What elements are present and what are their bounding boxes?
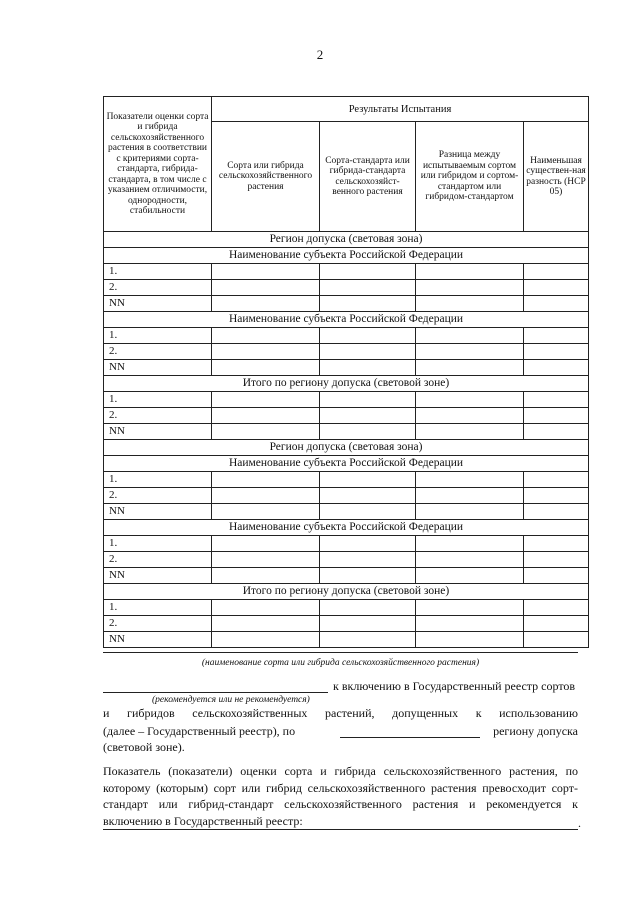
table-row: [104, 424, 589, 440]
table-row: [104, 616, 589, 632]
row-label: 2.: [104, 408, 212, 424]
row-label: 1.: [104, 600, 212, 616]
table-row: [104, 392, 589, 408]
table-row: [104, 632, 589, 648]
row-label: NN: [104, 568, 212, 584]
header-standard: Сорта-стандарта или гибрида-стандарта сельскохозяйст-венного растения: [320, 122, 416, 232]
row-label: 2.: [104, 488, 212, 504]
table-row: [104, 360, 589, 376]
end-dot: .: [578, 816, 581, 830]
header-results: Результаты Испытания: [212, 97, 589, 122]
subject-row: Наименование субъекта Российской Федерации: [104, 312, 589, 328]
row-label: NN: [104, 424, 212, 440]
header-indicators: Показатели оценки сорта и гибрида сельскохозяйственного растения в соответствии с критериями сорта-стандарта, гибрида-стандарта, в том числе с указанием отличимости, однородности, стабильности: [104, 97, 212, 232]
word: использованию: [499, 706, 578, 720]
page-number: 2: [316, 47, 324, 62]
table-row: [104, 264, 589, 280]
region-line[interactable]: [340, 737, 480, 738]
row-label: NN: [104, 360, 212, 376]
header-nsr: Наименьшая существен-ная разность (НСР 05): [524, 122, 589, 232]
table-row: [104, 600, 589, 616]
total-row: Итого по региону допуска (световой зоне): [104, 376, 589, 392]
indicator-line[interactable]: [103, 829, 578, 830]
text-line-2: [103, 705, 578, 721]
row-label: NN: [104, 632, 212, 648]
indicator-paragraph: Показатель (показатели) оценки сорта и гибрида сельскохозяйственного растения, по которому (которым) сорт или гибрид сельскохозяйственного растения превосходит сорт-стандарт или гибрид-стандарт сельскохозяйственного растения и рекомендуется к включению в Государственный реестр:: [103, 764, 578, 828]
header-variety: Сорта или гибрида сельскохозяйственного растения: [212, 122, 320, 232]
table-row: [104, 296, 589, 312]
row-label: NN: [104, 296, 212, 312]
table-row: [104, 504, 589, 520]
line3-end: региону допуска: [493, 724, 578, 738]
row-label: 2.: [104, 552, 212, 568]
table-row: [104, 344, 589, 360]
subject-row: Наименование субъекта Российской Федерации: [104, 520, 589, 536]
variety-name-line[interactable]: [103, 652, 578, 653]
region-row: Регион допуска (световая зона): [104, 232, 589, 248]
row-label: 1.: [104, 472, 212, 488]
row-label: 1.: [104, 392, 212, 408]
word: и: [103, 706, 110, 720]
register-text: к включению в Государственный реестр сортов: [333, 679, 576, 693]
test-results-table: [103, 96, 589, 648]
table-row: [104, 568, 589, 584]
subject-row: Наименование субъекта Российской Федерации: [104, 248, 589, 264]
header-difference: Разница между испытываемым сортом или гибридом и сортом-стандартом или гибридом-стандартом: [416, 122, 524, 232]
table-row: [104, 408, 589, 424]
row-label: 1.: [104, 264, 212, 280]
caption-variety-name: (наименование сорта или гибрида сельскохозяйственного растения): [201, 658, 480, 668]
row-label: 2.: [104, 616, 212, 632]
line3-start: (далее – Государственный реестр), по: [103, 724, 296, 738]
table-row: [104, 536, 589, 552]
text-line-4: (световой зоне).: [103, 740, 185, 754]
total-row: Итого по региону допуска (световой зоне): [104, 584, 589, 600]
table-row: [104, 280, 589, 296]
word: допущенных: [392, 706, 459, 720]
region-row: Регион допуска (световая зона): [104, 440, 589, 456]
row-label: 1.: [104, 536, 212, 552]
subject-row: Наименование субъекта Российской Федерации: [104, 456, 589, 472]
row-label: 2.: [104, 344, 212, 360]
table-row: [104, 472, 589, 488]
word: к: [475, 706, 482, 720]
word: растений,: [325, 706, 375, 720]
table-row: [104, 488, 589, 504]
caption-recommendation: (рекомендуется или не рекомендуется): [152, 695, 310, 705]
word: гибридов: [127, 706, 175, 720]
row-label: 1.: [104, 328, 212, 344]
word: сельскохозяйственных: [192, 706, 308, 720]
row-label: NN: [104, 504, 212, 520]
table-row: [104, 552, 589, 568]
row-label: 2.: [104, 280, 212, 296]
table-row: [104, 328, 589, 344]
